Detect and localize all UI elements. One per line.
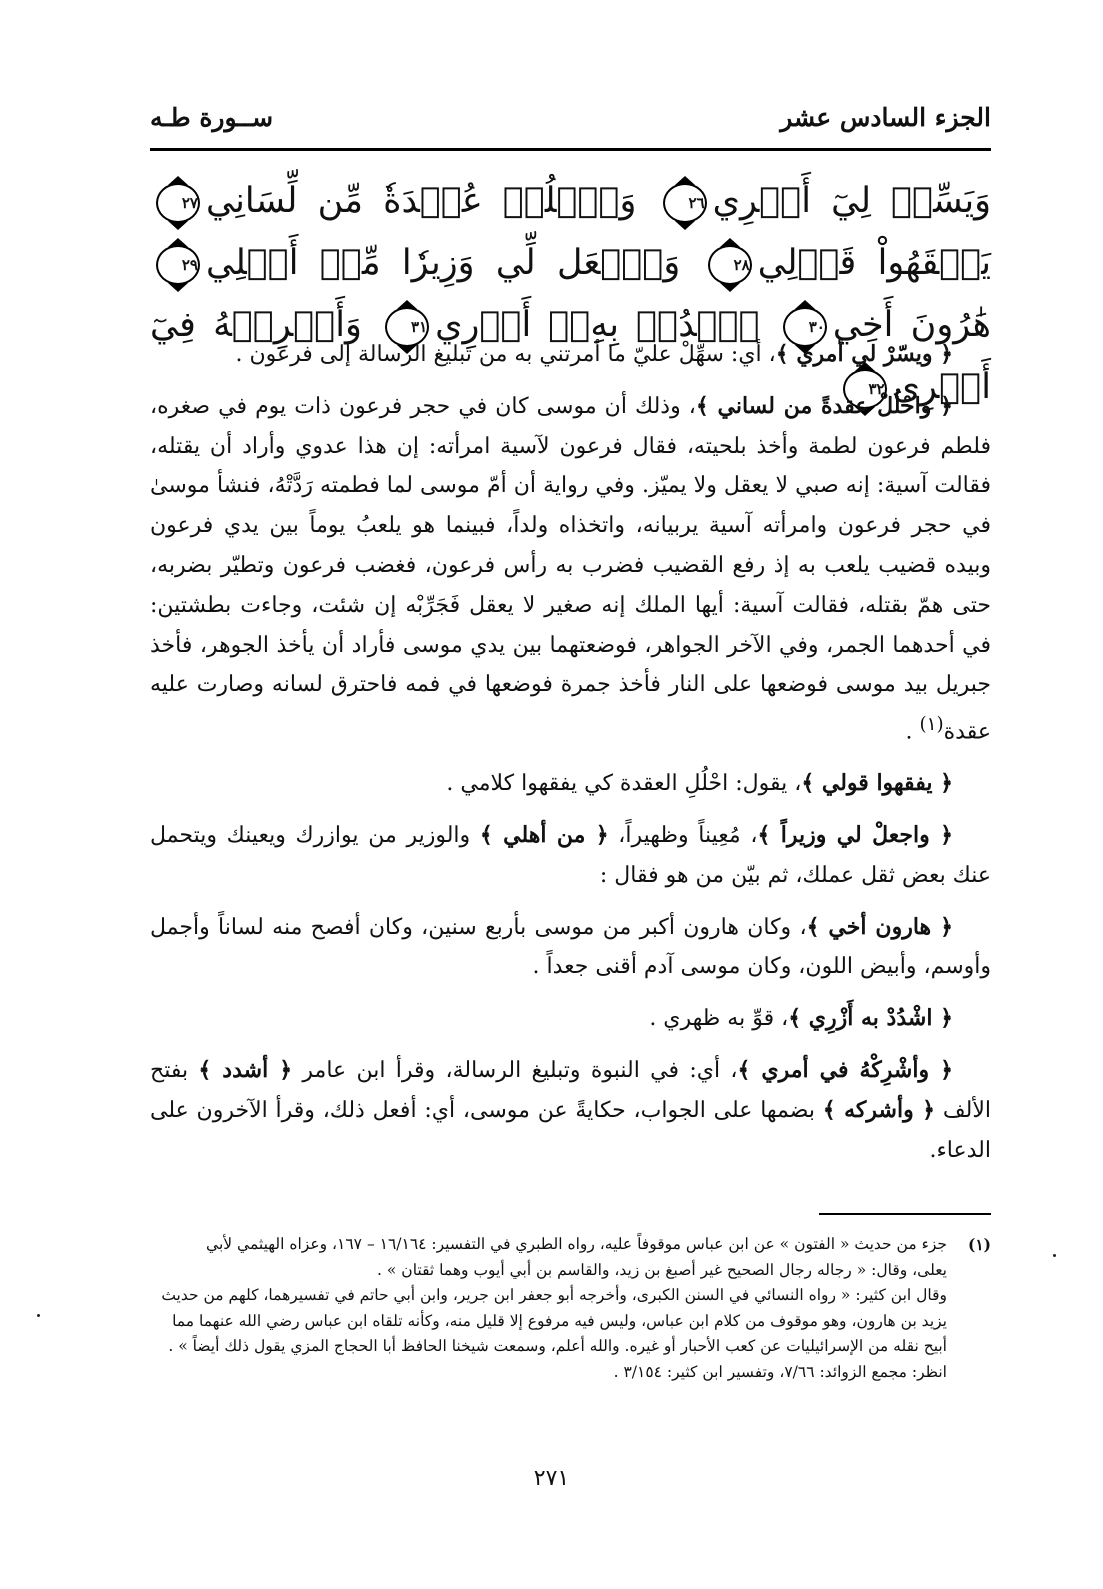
commentary-paragraph — [150, 908, 991, 988]
verse-quote: ﴿ واجعلْ لي وزيراً ﴾ — [757, 822, 953, 849]
paragraph-text: ، وكان هارون أكبر من موسى بأربع سنين، وكان أفصح منه لساناً وأجمل وأوسم، وأبيض اللون، وكان موسى آدم أقنى جعداً . — [150, 914, 991, 980]
commentary-paragraph — [150, 764, 991, 804]
footnote-line: جزء من حديث « الفتون » عن ابن عباس موقوفاً عليه، رواه الطبري في التفسير: ١٦/١٦٤ – ١٦٧، وعزاه الهيثمي لأبي — [206, 1235, 947, 1253]
footnote-reference: (١) — [919, 714, 944, 736]
commentary-paragraph — [150, 999, 991, 1039]
commentary-paragraph — [150, 1051, 991, 1170]
page-number: ٢٧١ — [533, 1466, 570, 1491]
verse-quote: ﴿ واحْلُلْ عقدةً من لساني ﴾ — [695, 392, 954, 419]
paragraph-text: ، أي: في النبوة وتبليغ الرسالة، وقرأ ابن عامر — [292, 1058, 738, 1084]
ayah-number-marker: ٣١ — [385, 307, 429, 347]
page-header — [150, 96, 991, 138]
ayah-number-marker: ٣٠ — [783, 307, 827, 347]
verse-text: وَٱجۡعَل لِّي وَزِيرٗا مِّنۡ أَهۡلِي — [206, 243, 681, 283]
scan-speck — [1053, 1254, 1056, 1257]
ayah-number-marker: ٢٧ — [156, 183, 200, 223]
footnote-divider — [819, 1213, 991, 1215]
ayah-number-marker: ٣٢ — [843, 369, 887, 409]
footnote-number: (١) — [967, 1235, 991, 1254]
ayah-number-marker: ٢٨ — [708, 245, 752, 285]
verse-quote: ﴿ ويسّرْ لي أمري ﴾ — [775, 341, 953, 367]
verse-quote: ﴿ وأشْرِكْهُ في أمري ﴾ — [737, 1057, 953, 1084]
paragraph-text: ، مُعِيناً وظهيراً، — [608, 823, 758, 849]
footnote-item — [150, 1232, 991, 1385]
verse-quote: ﴿ هارون أخي ﴾ — [806, 913, 953, 940]
scan-speck — [37, 1314, 40, 1317]
paragraph-text: بضمها على الجواب، حكايةً عن موسى، أي: أفعل ذلك، وقرأ الآخرون على الدعاء. — [150, 1097, 991, 1163]
commentary-paragraph — [150, 387, 991, 753]
footnote-line: وقال ابن كثير: « رواه النسائي في السنن الكبرى، وأخرجه أبو جعفر ابن جرير، وابن أبي حاتم في تفسيرهما، كلهم من حديث — [161, 1286, 947, 1304]
surah-title: ســورة طـه — [150, 102, 274, 132]
verse-quote: ﴿ يفقهوا قولي ﴾ — [801, 770, 953, 797]
verse-quote: ﴿ وأشركه ﴾ — [822, 1096, 936, 1123]
paragraph-text: بفتح الألف — [150, 1058, 991, 1123]
commentary-body — [150, 335, 991, 1182]
paragraph-text: . — [905, 719, 920, 745]
verse-quote: ﴿ اشْدُدْ به أَزْرِي ﴾ — [788, 1005, 953, 1032]
header-divider — [150, 148, 991, 151]
verse-text: يَفۡقَهُواْ قَوۡلِي — [757, 243, 991, 283]
ayah-number-marker: ٢٩ — [156, 245, 200, 285]
verse-text: هَٰرُونَ أَخِي — [832, 305, 991, 345]
footnote-line: انظر: مجمع الزوائد: ٧/٦٦، وتفسير ابن كثير: ٣/١٥٤ . — [613, 1362, 947, 1381]
commentary-paragraph — [150, 335, 991, 375]
commentary-paragraph — [150, 816, 991, 896]
footnote-line: يزيد بن هارون، وهو موقوف من كلام ابن عباس، وليس فيه مرفوع إلا قليل منه، وكأنه تلقاه ابن عباس رضي الله عنهما مما — [172, 1311, 947, 1330]
paragraph-text: ، قوِّ به ظهري . — [649, 1006, 789, 1032]
footnote-line: يعلى، وقال: « رجاله رجال الصحيح غير أصبغ بن زيد، والقاسم بن أبي أيوب وهما ثقتان » . — [377, 1260, 947, 1279]
verse-text: وَٱحۡلُلۡ عُقۡدَةٗ مِّن لِّسَانِي — [206, 181, 637, 221]
paragraph-text: ، أي: سهِّلْ عليّ ما أمرتني به من تبليغ الرسالة إلى فرعون . — [235, 342, 776, 367]
verse-text: وَيَسِّرۡ لِيٓ أَمۡرِي — [712, 181, 991, 221]
verse-quote: ﴿ أشدد ﴾ — [198, 1057, 293, 1084]
ayah-number-marker: ٢٦ — [663, 183, 707, 223]
verse-text: وَأَشۡرِكۡهُ فِيٓ أَمۡرِي — [150, 305, 991, 407]
part-title: الجزء السادس عشر — [780, 102, 991, 132]
paragraph-text: ، وذلك أن موسى كان في حجر فرعون ذات يوم في صغره، فلطم فرعون لطمة وأخذ بلحيته، فقال فرعون لآسية امرأته: إن هذا عدوي وأراد أن يقتله، فقالت آسية: إنه صبي لا يعقل ولا يميّز. وفي رواية أن أمّ موسى لما فطمته رَدَّتْهُ، فنشأ موسىٰ في حجر فرعون وامرأته آسية يربيانه، واتخذاه ولداً، فبينما هو يلعبُ يوماً بين يدي فرعون وبيده قضيب يلعب به إذ رفع القضيب فضرب به رأس فرعون، فغضب فرعون وتطيّر بضربه، حتى همّ بقتله، فقالت آسية: أيها الملك إنه صغير لا يعقل فَجَرِّبْه إن شئت، وجاءت بطشتين: في أحدهما الجمر، وفي الآخر الجواهر، فوضعتهما بين يدي موسى فأراد أن يأخذ الجوهر، فأخذ جبريل بيد موسى فوضعها على النار فأخذ جمرة فوضعها في فمه فاحترق لسانه وصارت عليه عقدة — [150, 393, 991, 745]
footnotes — [150, 1232, 991, 1385]
footnote-text — [150, 1232, 947, 1385]
verse-quote: ﴿ من أهلي ﴾ — [479, 822, 609, 849]
paragraph-text: ، يقول: احْلُلِ العقدة كي يفقهوا كلامي . — [446, 771, 802, 797]
footnote-line: أبيح نقله من الإسرائيليات عن كعب الأحبار أو غيره. والله أعلم، وسمعت شيخنا الحافظ أبا الحجاج المزي يقول ذلك أيضاً » . — [168, 1337, 947, 1355]
verse-text: ٱشۡدُدۡ بِهِۦٓ أَزۡرِي — [435, 305, 760, 345]
paragraph-text: والوزير من يوازرك ويعينك ويتحمل عنك بعض ثقل عملك، ثم بيّن من هو فقال : — [150, 823, 991, 888]
